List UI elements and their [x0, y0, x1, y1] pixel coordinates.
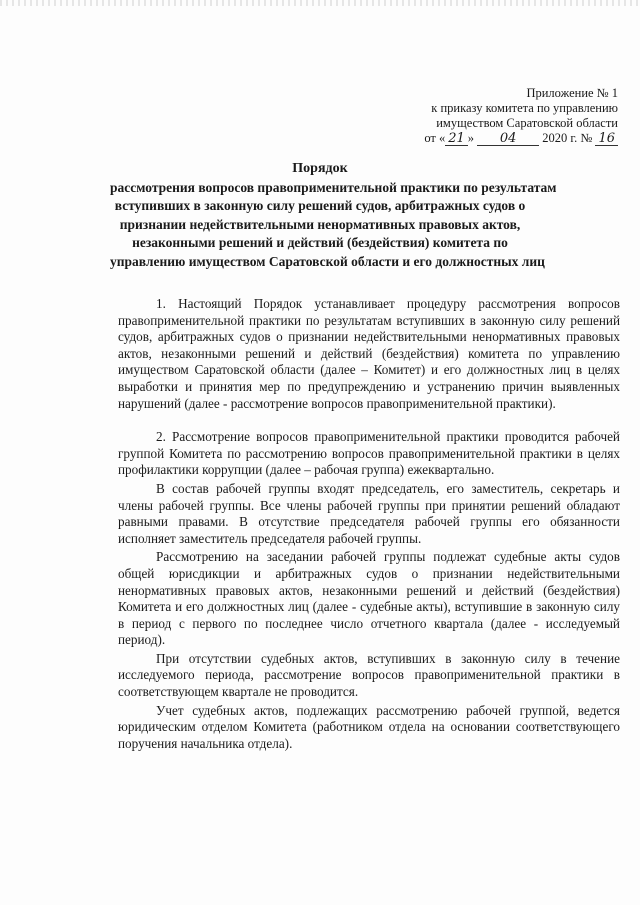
appendix-date-line	[424, 131, 618, 146]
title-line: вступивших в законную силу решений судов, арбитражных судов о	[114, 198, 526, 213]
appendix-committee: имуществом Саратовской области	[436, 116, 618, 130]
date-prefix: от «	[424, 131, 446, 145]
date-day-handwritten: 21	[445, 132, 468, 146]
scan-edge-artifact	[0, 0, 640, 6]
date-year: 2020 г. №	[542, 131, 593, 145]
date-mid: »	[467, 131, 475, 145]
title-line: управлению имуществом Саратовской области и его должностных лиц	[110, 253, 545, 269]
appendix-order-ref: к приказу комитета по управлению	[431, 101, 618, 115]
paragraph-2: 2. Рассмотрение вопросов правоприменительной практики проводится рабочей группой Комитета по рассмотрению вопросов правоприменительной практики в целях профилактики коррупции (далее – рабочая группа) ежеквартально.	[118, 429, 620, 478]
paragraph-1: 1. Настоящий Порядок устанавливает процедуру рассмотрения вопросов правоприменительной практики по результатам вступивших в законную силу решений судов, арбитражных судов о признании недействительными ненормативных правовых актов, незаконными решений и действий (бездействия) комитета по управлению имуществом Саратовской области (далее – Комитет) и его должностных лиц в целях выработки и принятия мер по предупреждению и устранению причин выявленных нарушений (далее - рассмотрение вопросов правоприменительной практики).	[118, 296, 620, 411]
date-month-handwritten: 04	[477, 132, 539, 146]
title-heading: Порядок	[292, 161, 348, 176]
appendix-header	[424, 86, 618, 146]
paragraph-3: В состав рабочей группы входят председатель, его заместитель, секретарь и члены рабочей группы. Все члены рабочей группы при принятии решений обладают равными правами. В отсутствие председателя рабочей группы его обязанности исполняет заместитель председателя рабочей группы.	[118, 480, 620, 546]
document-title	[110, 160, 557, 271]
appendix-number: Приложение № 1	[526, 86, 618, 100]
paragraph-4: Рассмотрению на заседании рабочей группы подлежат судебные акты судов общей юрисдикции и арбитражных судов о признании недействительными ненормативных правовых актов, незаконными решений и действий (бездействия) Комитета и его должностных лиц (далее - судебные акты), вступившие в законную силу в период с первого по последнее число отчетного квартала (далее - исследуемый период).	[118, 549, 620, 648]
title-line: незаконными решений и действий (бездействия) комитета по	[132, 235, 508, 250]
paragraph-5: При отсутствии судебных актов, вступивших в законную силу в течение исследуемого периода, рассмотрение вопросов правоприменительной практики в соответствующем квартале не проводится.	[118, 650, 620, 700]
title-line: рассмотрения вопросов правоприменительной практики по результатам	[110, 179, 557, 195]
title-line: признании недействительными ненормативных правовых актов,	[119, 216, 521, 232]
order-number-handwritten: 16	[595, 132, 618, 146]
paragraph-6: Учет судебных актов, подлежащих рассмотрению рабочей группой, ведется юридическим отделом Комитета (работником отдела на основании соответствующего поручения начальника отдела).	[118, 702, 620, 751]
document-body	[118, 296, 620, 752]
